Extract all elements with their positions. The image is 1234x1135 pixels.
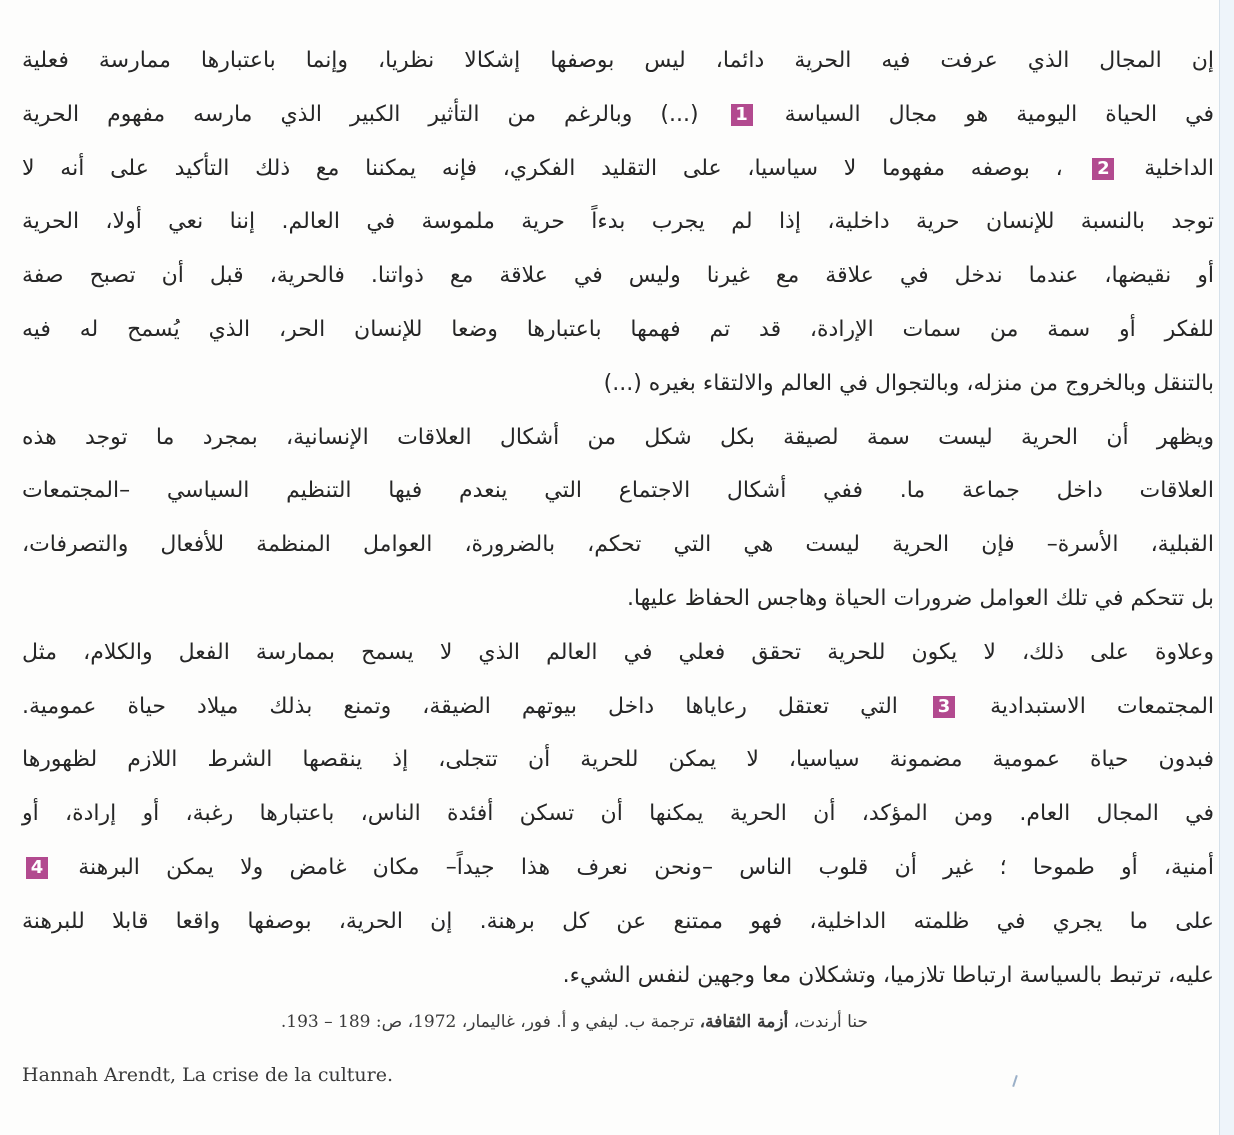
line-text: في المجال العام. ومن المؤكد، أن الحرية يمكنها أن تسكن أفئدة الناس، باعتبارها رغبة، أو إرادة، أو (22, 801, 1214, 827)
note-marker-2: 2 (1092, 158, 1114, 180)
text-line (22, 787, 1214, 841)
text-line (22, 88, 1214, 142)
text-line (22, 249, 1214, 303)
line-text: ويظهر أن الحرية ليست سمة لصيقة بكل شكل من أشكال العلاقات الإنسانية، بمجرد ما توجد هذه (22, 424, 1214, 450)
note-marker-3: 3 (933, 696, 955, 718)
text-line (22, 142, 1214, 196)
text-line (22, 195, 1214, 249)
line-text: القبلية، الأسرة– فإن الحرية ليست هي التي تحكم، بالضرورة، العوامل المنظمة للأفعال والتصرفات، (22, 532, 1214, 558)
scan-edge (1219, 0, 1234, 1135)
line-text: المجتمعات الاستبدادية (990, 693, 1215, 719)
line-text: بل تتحكم في تلك العوامل ضرورات الحياة وهاجس الحفاظ عليها. (626, 585, 1214, 611)
text-line (22, 518, 1214, 572)
line-text: إن المجال الذي عرفت فيه الحرية دائما، ليس بوصفها إشكالا نظريا، وإنما باعتبارها ممارسة فعلية (22, 48, 1214, 73)
line-text: وعلاوة على ذلك، لا يكون للحرية تحقق فعلي في العالم الذي لا يسمح بممارسة الفعل والكلام، مثل (22, 639, 1214, 665)
scan-artifact (1012, 1075, 1018, 1087)
line-text: بالتنقل وبالخروج من منزله، وبالتجوال في العالم والالتقاء بغيره (...) (603, 370, 1214, 396)
line-text: على ما يجري في ظلمته الداخلية، فهو ممتنع عن كل برهنة. إن الحرية، بوصفها واقعا قابلا للبرهنة (22, 908, 1214, 934)
text-line (22, 949, 1214, 1003)
source-citation-latin: Hannah Arendt, La crise de la culture. (22, 1064, 394, 1086)
text-line (22, 411, 1214, 465)
text-line (22, 841, 1214, 895)
line-text: الداخلية (1144, 155, 1214, 181)
text-line (22, 357, 1214, 411)
text-line (22, 572, 1214, 626)
text-line (22, 464, 1214, 518)
line-text: (...) وبالرغم من التأثير الكبير الذي مارسه مفهوم الحرية (22, 101, 699, 127)
source-citation-arabic (8, 1010, 868, 1034)
line-text: عليه، ترتبط بالسياسة ارتباطا تلازميا، وتشكلان معا وجهين لنفس الشيء. (562, 962, 1214, 988)
note-marker-4: 4 (26, 857, 48, 879)
source-title: أزمة الثقافة، (699, 1012, 789, 1032)
text-body (22, 34, 1214, 1002)
text-line (22, 895, 1214, 949)
note-marker-1: 1 (731, 104, 753, 126)
line-text: توجد بالنسبة للإنسان حرية داخلية، إذا لم يجرب بدءاً حرية ملموسة في العالم. إننا نعي أولا، الحرية (22, 209, 1214, 235)
line-text: للفكر أو سمة من سمات الإرادة، قد تم فهمها باعتبارها وضعا للإنسان الحر، الذي يُسمح له فيه (22, 316, 1214, 342)
line-text: أمنية، أو طموحا ؛ غير أن قلوب الناس –ونحن نعرف هذا جيداً– مكان غامض ولا يمكن البرهنة (78, 854, 1214, 880)
text-line (22, 303, 1214, 357)
line-text: أو نقيضها، عندما ندخل في علاقة مع غيرنا وليس في علاقة مع ذواتنا. فالحرية، قبل أن تصبح صفة (22, 263, 1214, 289)
text-line (22, 34, 1214, 88)
text-line (22, 626, 1214, 680)
text-line (22, 733, 1214, 787)
source-author: حنا أرندت، (793, 1012, 868, 1032)
line-text: ، بوصفه مفهوما لا سياسيا، على التقليد الفكري، فإنه يمكننا مع ذلك التأكيد على أنه لا (22, 155, 1063, 181)
line-text: التي تعتقل رعاياها داخل بيوتهم الضيقة، وتمنع بذلك ميلاد حياة عمومية. (22, 693, 898, 719)
line-text: فبدون حياة عمومية مضمونة سياسيا، لا يمكن للحرية أن تتجلى، إذ ينقصها الشرط اللازم لظهورها (22, 747, 1214, 773)
text-line (22, 680, 1214, 734)
source-details: ترجمة ب. ليفي و أ. فور، غاليمار، 1972، ص: 189 – 193. (280, 1012, 695, 1032)
line-text: في الحياة اليومية هو مجال السياسة (784, 101, 1214, 127)
line-text: العلاقات داخل جماعة ما. ففي أشكال الاجتماع التي ينعدم فيها التنظيم السياسي –المجتمعات (22, 478, 1214, 504)
